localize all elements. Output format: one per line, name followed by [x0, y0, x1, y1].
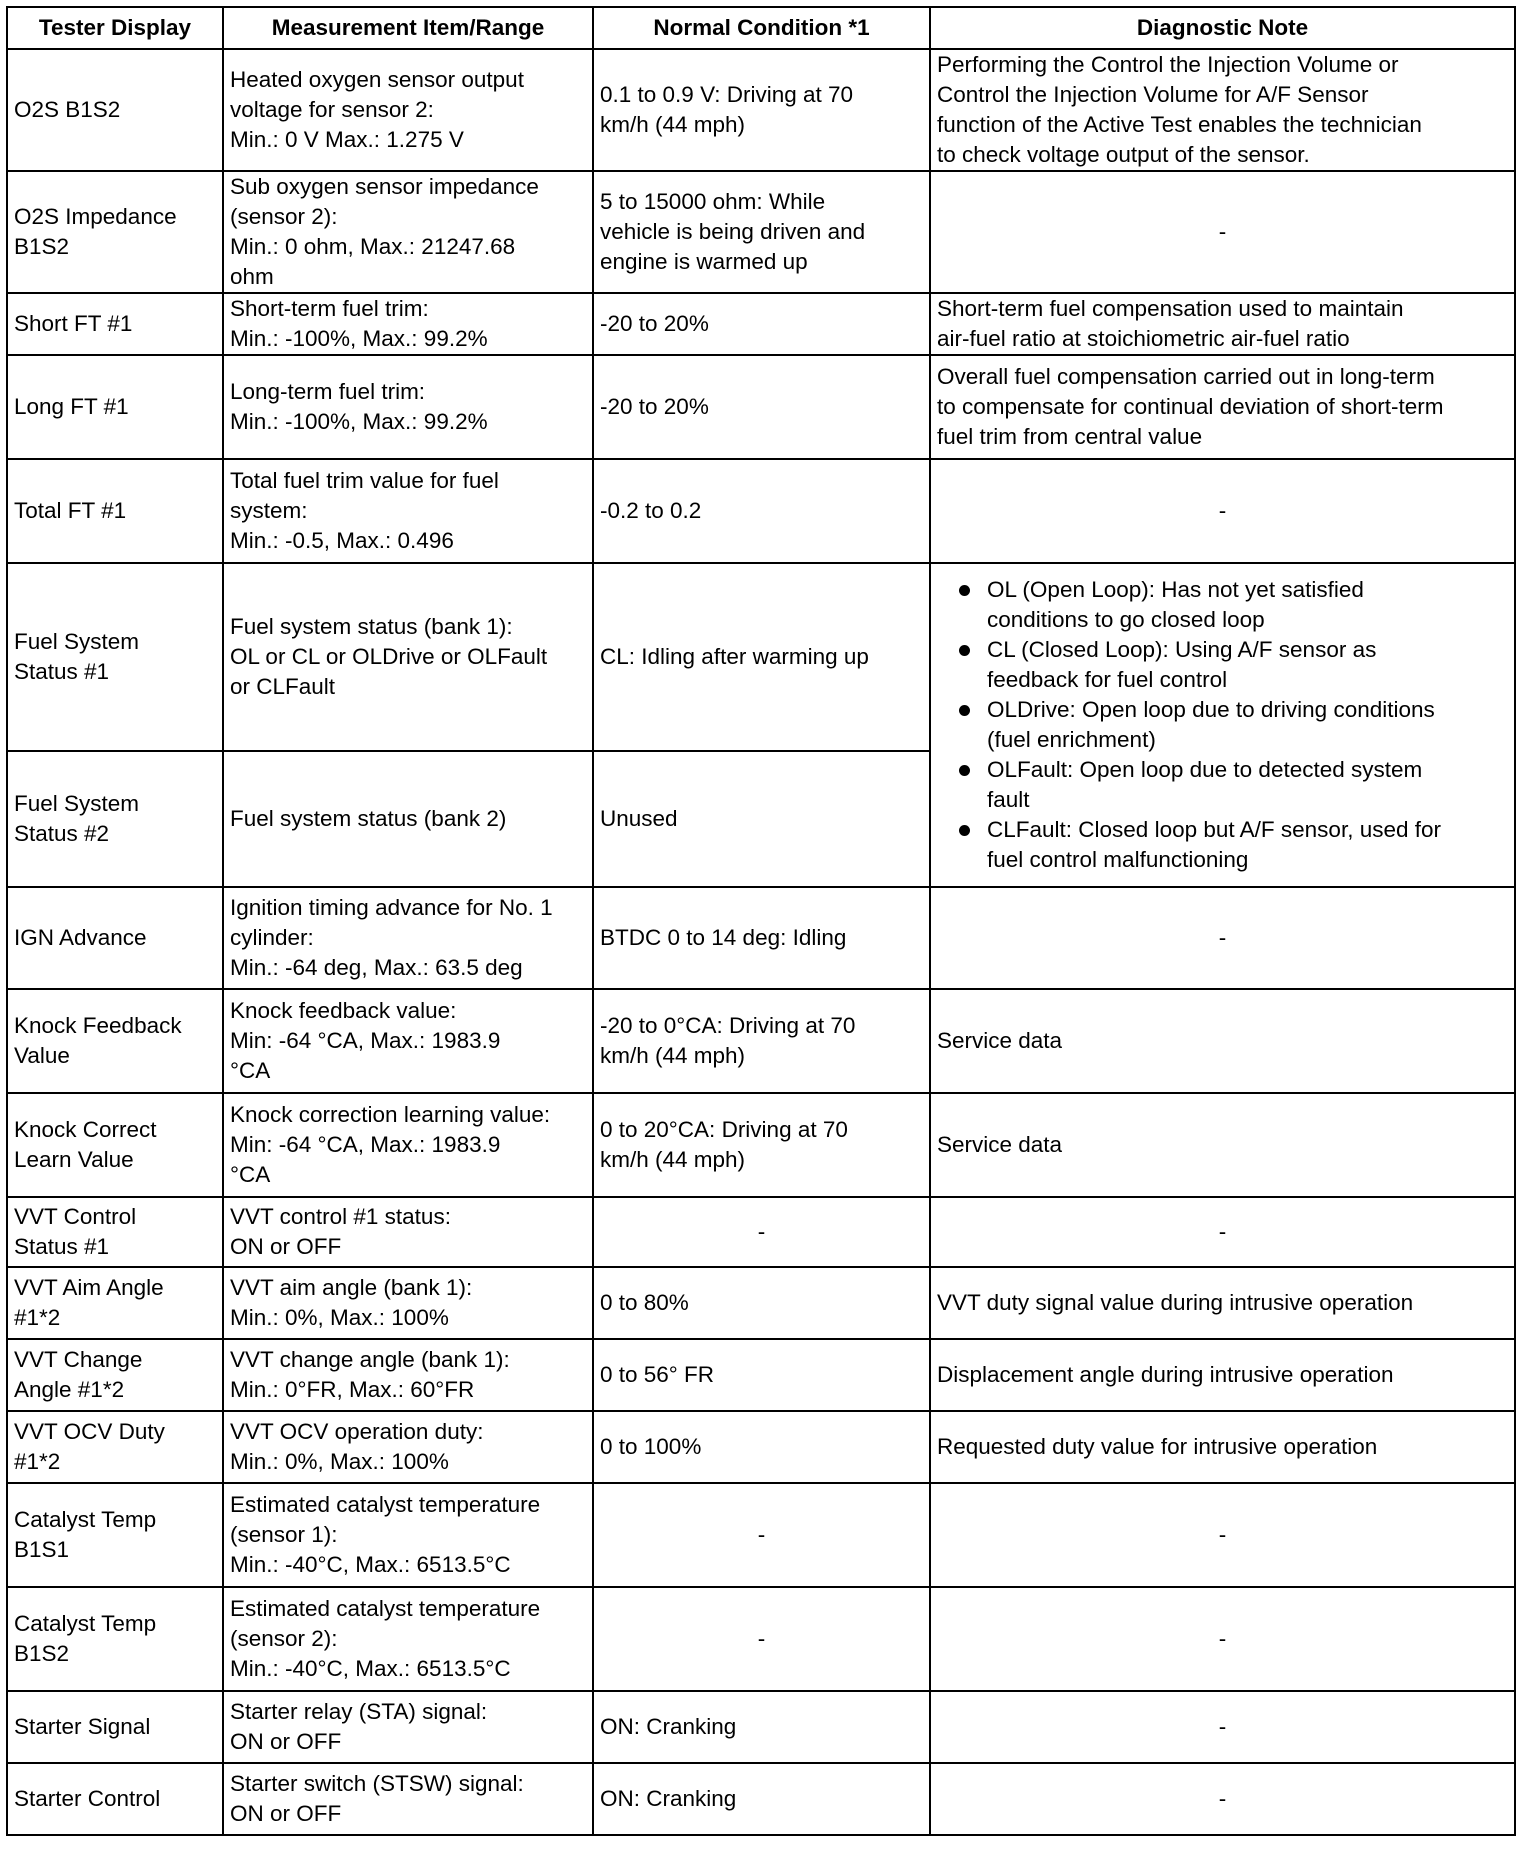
table-row: [7, 563, 1515, 751]
tester-display-cell: Knock Correct Learn Value: [7, 1093, 223, 1197]
normal-condition-cell: 0 to 20°CA: Driving at 70 km/h (44 mph): [593, 1093, 930, 1197]
table-row: [7, 989, 1515, 1093]
normal-condition-cell: -20 to 20%: [593, 293, 930, 355]
measurement-range-cell: VVT aim angle (bank 1): Min.: 0%, Max.: 100%: [223, 1267, 593, 1339]
bullet-icon: [959, 585, 970, 596]
table-row: [7, 1587, 1515, 1691]
table-row: [7, 1483, 1515, 1587]
table-row: [7, 1411, 1515, 1483]
normal-condition-cell: 5 to 15000 ohm: While vehicle is being driven and engine is warmed up: [593, 171, 930, 293]
table-row: [7, 1691, 1515, 1763]
normal-condition-cell: Unused: [593, 751, 930, 887]
tester-display-cell: Starter Signal: [7, 1691, 223, 1763]
list-item: CL (Closed Loop): Using A/F sensor as feedback for fuel control: [957, 635, 1508, 695]
table-row: [7, 171, 1515, 293]
tester-display-cell: Fuel System Status #1: [7, 563, 223, 751]
table-row: [7, 1093, 1515, 1197]
measurement-range-cell: Short-term fuel trim: Min.: -100%, Max.: 99.2%: [223, 293, 593, 355]
measurement-range-cell: VVT OCV operation duty: Min.: 0%, Max.: 100%: [223, 1411, 593, 1483]
tester-display-cell: O2S Impedance B1S2: [7, 171, 223, 293]
measurement-range-cell: Knock correction learning value: Min: -64 °CA, Max.: 1983.9 °CA: [223, 1093, 593, 1197]
diagnostic-note-cell: Performing the Control the Injection Volume or Control the Injection Volume for A/F Sensor function of the Active Test enables the technician to check voltage output of the sensor.: [930, 49, 1515, 171]
tester-display-table: [6, 6, 1516, 1836]
list-item: OLDrive: Open loop due to driving conditions (fuel enrichment): [957, 695, 1508, 755]
diagnostic-note-cell: Displacement angle during intrusive operation: [930, 1339, 1515, 1411]
normal-condition-cell: -: [593, 1483, 930, 1587]
bullet-icon: [959, 645, 970, 656]
list-item: CLFault: Closed loop but A/F sensor, used for fuel control malfunctioning: [957, 815, 1508, 875]
tester-display-cell: Knock Feedback Value: [7, 989, 223, 1093]
diagnostic-note-cell: -: [930, 1197, 1515, 1267]
table-row: [7, 293, 1515, 355]
table-row: [7, 1197, 1515, 1267]
fuel-system-status-note-cell: [930, 563, 1515, 887]
measurement-range-cell: Knock feedback value: Min: -64 °CA, Max.: 1983.9 °CA: [223, 989, 593, 1093]
diagnostic-note-cell: Requested duty value for intrusive operation: [930, 1411, 1515, 1483]
normal-condition-cell: -20 to 20%: [593, 355, 930, 459]
table-row: [7, 1763, 1515, 1835]
tester-display-cell: O2S B1S2: [7, 49, 223, 171]
fuel-status-bullet-list: [937, 575, 1508, 875]
measurement-range-cell: Fuel system status (bank 1): OL or CL or OLDrive or OLFault or CLFault: [223, 563, 593, 751]
tester-display-cell: VVT Aim Angle #1*2: [7, 1267, 223, 1339]
table-row: [7, 1339, 1515, 1411]
measurement-range-cell: Estimated catalyst temperature (sensor 2): Min.: -40°C, Max.: 6513.5°C: [223, 1587, 593, 1691]
diagnostic-note-cell: Service data: [930, 989, 1515, 1093]
diagnostic-note-cell: -: [930, 1763, 1515, 1835]
table-row: [7, 887, 1515, 989]
tester-display-cell: Catalyst Temp B1S2: [7, 1587, 223, 1691]
normal-condition-cell: -: [593, 1587, 930, 1691]
normal-condition-cell: 0 to 56° FR: [593, 1339, 930, 1411]
normal-condition-cell: -: [593, 1197, 930, 1267]
tester-display-cell: Long FT #1: [7, 355, 223, 459]
diagnostic-note-cell: -: [930, 171, 1515, 293]
measurement-range-cell: Sub oxygen sensor impedance (sensor 2): Min.: 0 ohm, Max.: 21247.68 ohm: [223, 171, 593, 293]
normal-condition-cell: 0.1 to 0.9 V: Driving at 70 km/h (44 mph): [593, 49, 930, 171]
measurement-range-cell: Long-term fuel trim: Min.: -100%, Max.: 99.2%: [223, 355, 593, 459]
tester-display-cell: VVT Change Angle #1*2: [7, 1339, 223, 1411]
normal-condition-cell: 0 to 80%: [593, 1267, 930, 1339]
bullet-icon: [959, 705, 970, 716]
normal-condition-cell: ON: Cranking: [593, 1691, 930, 1763]
tester-display-cell: Total FT #1: [7, 459, 223, 563]
measurement-range-cell: VVT change angle (bank 1): Min.: 0°FR, Max.: 60°FR: [223, 1339, 593, 1411]
header-tester-display: Tester Display: [7, 7, 223, 49]
measurement-range-cell: Fuel system status (bank 2): [223, 751, 593, 887]
measurement-range-cell: Heated oxygen sensor output voltage for sensor 2: Min.: 0 V Max.: 1.275 V: [223, 49, 593, 171]
normal-condition-cell: -20 to 0°CA: Driving at 70 km/h (44 mph): [593, 989, 930, 1093]
tester-display-cell: Starter Control: [7, 1763, 223, 1835]
measurement-range-cell: Ignition timing advance for No. 1 cylinder: Min.: -64 deg, Max.: 63.5 deg: [223, 887, 593, 989]
measurement-range-cell: Starter relay (STA) signal: ON or OFF: [223, 1691, 593, 1763]
table-row: [7, 1267, 1515, 1339]
header-row: [7, 7, 1515, 49]
table-row: [7, 49, 1515, 171]
tester-display-cell: VVT Control Status #1: [7, 1197, 223, 1267]
table-row: [7, 355, 1515, 459]
normal-condition-cell: CL: Idling after warming up: [593, 563, 930, 751]
diagnostic-note-cell: Short-term fuel compensation used to maintain air-fuel ratio at stoichiometric air-fuel ratio: [930, 293, 1515, 355]
diagnostic-note-cell: Service data: [930, 1093, 1515, 1197]
bullet-icon: [959, 825, 970, 836]
header-measurement-item: Measurement Item/Range: [223, 7, 593, 49]
normal-condition-cell: BTDC 0 to 14 deg: Idling: [593, 887, 930, 989]
normal-condition-cell: -0.2 to 0.2: [593, 459, 930, 563]
measurement-range-cell: Total fuel trim value for fuel system: Min.: -0.5, Max.: 0.496: [223, 459, 593, 563]
diagnostic-note-cell: VVT duty signal value during intrusive operation: [930, 1267, 1515, 1339]
tester-display-cell: Catalyst Temp B1S1: [7, 1483, 223, 1587]
diagnostic-note-cell: -: [930, 459, 1515, 563]
measurement-range-cell: VVT control #1 status: ON or OFF: [223, 1197, 593, 1267]
list-item: OL (Open Loop): Has not yet satisfied conditions to go closed loop: [957, 575, 1508, 635]
tester-display-cell: IGN Advance: [7, 887, 223, 989]
header-diagnostic-note: Diagnostic Note: [930, 7, 1515, 49]
tester-display-cell: Fuel System Status #2: [7, 751, 223, 887]
measurement-range-cell: Starter switch (STSW) signal: ON or OFF: [223, 1763, 593, 1835]
tester-display-cell: Short FT #1: [7, 293, 223, 355]
tester-display-cell: VVT OCV Duty #1*2: [7, 1411, 223, 1483]
measurement-range-cell: Estimated catalyst temperature (sensor 1): Min.: -40°C, Max.: 6513.5°C: [223, 1483, 593, 1587]
table-row: [7, 459, 1515, 563]
tester-display-table-wrapper: [6, 6, 1514, 1836]
diagnostic-note-cell: -: [930, 1587, 1515, 1691]
diagnostic-note-cell: -: [930, 887, 1515, 989]
bullet-icon: [959, 765, 970, 776]
normal-condition-cell: ON: Cranking: [593, 1763, 930, 1835]
normal-condition-cell: 0 to 100%: [593, 1411, 930, 1483]
diagnostic-note-cell: -: [930, 1691, 1515, 1763]
diagnostic-note-cell: -: [930, 1483, 1515, 1587]
header-normal-condition: Normal Condition *1: [593, 7, 930, 49]
diagnostic-note-cell: Overall fuel compensation carried out in long-term to compensate for continual deviation of short-term fuel trim from central value: [930, 355, 1515, 459]
list-item: OLFault: Open loop due to detected system fault: [957, 755, 1508, 815]
